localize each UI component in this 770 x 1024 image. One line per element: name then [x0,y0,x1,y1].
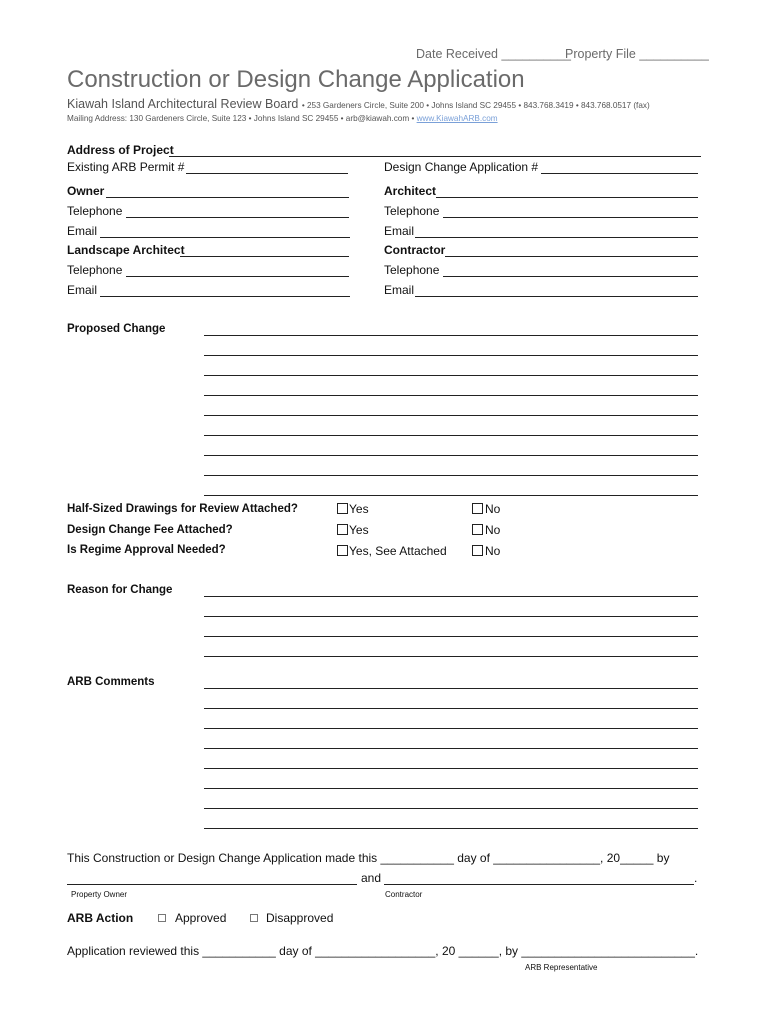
contractor-caption: Contractor [385,890,423,899]
page-title: Construction or Design Change Application [67,66,525,93]
comments-line[interactable] [204,688,698,689]
mailing-address: Mailing Address: 130 Gardeners Circle, Suite 123 • Johns Island SC 29455 • arb@kiawah.com • [67,114,415,123]
proposed-change-line[interactable] [204,375,698,376]
existing-permit-line[interactable] [186,173,348,174]
board-name: Kiawah Island Architectural Review Board [67,97,299,111]
drawings-no-label: No [485,502,501,516]
fee-question: Design Change Fee Attached? [67,524,233,536]
comments-line[interactable] [204,748,698,749]
landscape-architect-line[interactable] [180,256,349,257]
landscape-telephone-line[interactable] [126,276,349,277]
contractor-email-line[interactable] [415,296,698,297]
comments-line[interactable] [204,728,698,729]
architect-telephone-label: Telephone [384,204,440,218]
reason-line[interactable] [204,596,698,597]
drawings-yes-label: Yes [349,502,369,516]
owner-label: Owner [67,184,105,198]
fee-yes-label: Yes [349,523,369,537]
design-change-number-label: Design Change Application # [384,160,539,174]
arb-action-label: ARB Action [67,911,134,925]
landscape-email-label: Email [67,283,98,297]
proposed-change-line[interactable] [204,495,698,496]
contractor-line[interactable] [445,256,698,257]
contractor-label: Contractor [384,243,446,257]
regime-question: Is Regime Approval Needed? [67,544,226,556]
comments-line[interactable] [204,768,698,769]
fee-no-label: No [485,523,501,537]
architect-line[interactable] [436,197,698,198]
proposed-change-line[interactable] [204,435,698,436]
comments-line[interactable] [204,828,698,829]
arb-comments-label: ARB Comments [67,676,155,688]
reason-line[interactable] [204,616,698,617]
owner-email-label: Email [67,224,98,238]
drawings-no-checkbox[interactable] [472,503,483,514]
design-change-number-line[interactable] [541,173,698,174]
landscape-architect-label: Landscape Architect [67,243,185,257]
contractor-telephone-line[interactable] [443,276,698,277]
agreement-statement: This Construction or Design Change Application made this ___________ day of ________________, 20_____ by [67,851,670,865]
arb-representative-caption: ARB Representative [525,963,598,972]
disapproved-checkbox[interactable] [250,914,258,922]
mailing-line [67,114,498,123]
owner-email-line[interactable] [100,237,350,238]
reason-line[interactable] [204,636,698,637]
architect-email-label: Email [384,224,415,238]
proposed-change-line[interactable] [204,395,698,396]
owner-telephone-label: Telephone [67,204,123,218]
reason-for-change-label: Reason for Change [67,584,173,596]
comments-line[interactable] [204,788,698,789]
proposed-change-line[interactable] [204,415,698,416]
property-owner-caption: Property Owner [71,890,128,899]
and-text: and [361,871,382,885]
regime-no-checkbox[interactable] [472,545,483,556]
owner-line[interactable] [106,197,349,198]
drawings-question: Half-Sized Drawings for Review Attached? [67,503,298,515]
architect-email-line[interactable] [415,237,698,238]
approved-label: Approved [175,911,227,925]
approved-checkbox[interactable] [158,914,166,922]
board-line [67,97,650,111]
address-of-project-label: Address of Project [67,143,174,157]
date-received-field[interactable]: Date Received __________ [416,47,571,61]
existing-permit-label: Existing ARB Permit # [67,160,185,174]
contractor-signature-line[interactable] [384,884,694,885]
owner-telephone-line[interactable] [126,217,349,218]
regime-yes-label: Yes, See Attached [349,544,447,558]
drawings-yes-checkbox[interactable] [337,503,348,514]
proposed-change-line[interactable] [204,355,698,356]
contractor-email-label: Email [384,283,415,297]
disapproved-label: Disapproved [266,911,334,925]
fee-yes-checkbox[interactable] [337,524,348,535]
property-owner-signature-line[interactable] [67,884,357,885]
period-mark: . [694,871,698,885]
comments-line[interactable] [204,808,698,809]
address-of-project-line[interactable] [169,156,701,157]
proposed-change-label: Proposed Change [67,323,166,335]
contractor-telephone-label: Telephone [384,263,440,277]
comments-line[interactable] [204,708,698,709]
architect-label: Architect [384,184,437,198]
website-link[interactable]: www.KiawahARB.com [416,114,498,123]
reason-line[interactable] [204,656,698,657]
review-statement: Application reviewed this ___________ day of __________________, 20 ______, by __________________________. [67,944,699,958]
board-address: • 253 Gardeners Circle, Suite 200 • Johns Island SC 29455 • 843.768.3419 • 843.768.0517 (fax) [301,101,650,110]
regime-no-label: No [485,544,501,558]
landscape-telephone-label: Telephone [67,263,123,277]
proposed-change-line[interactable] [204,455,698,456]
proposed-change-line[interactable] [204,335,698,336]
landscape-email-line[interactable] [100,296,350,297]
fee-no-checkbox[interactable] [472,524,483,535]
regime-yes-checkbox[interactable] [337,545,348,556]
property-file-field[interactable]: Property File __________ [565,47,709,61]
architect-telephone-line[interactable] [443,217,698,218]
proposed-change-line[interactable] [204,475,698,476]
